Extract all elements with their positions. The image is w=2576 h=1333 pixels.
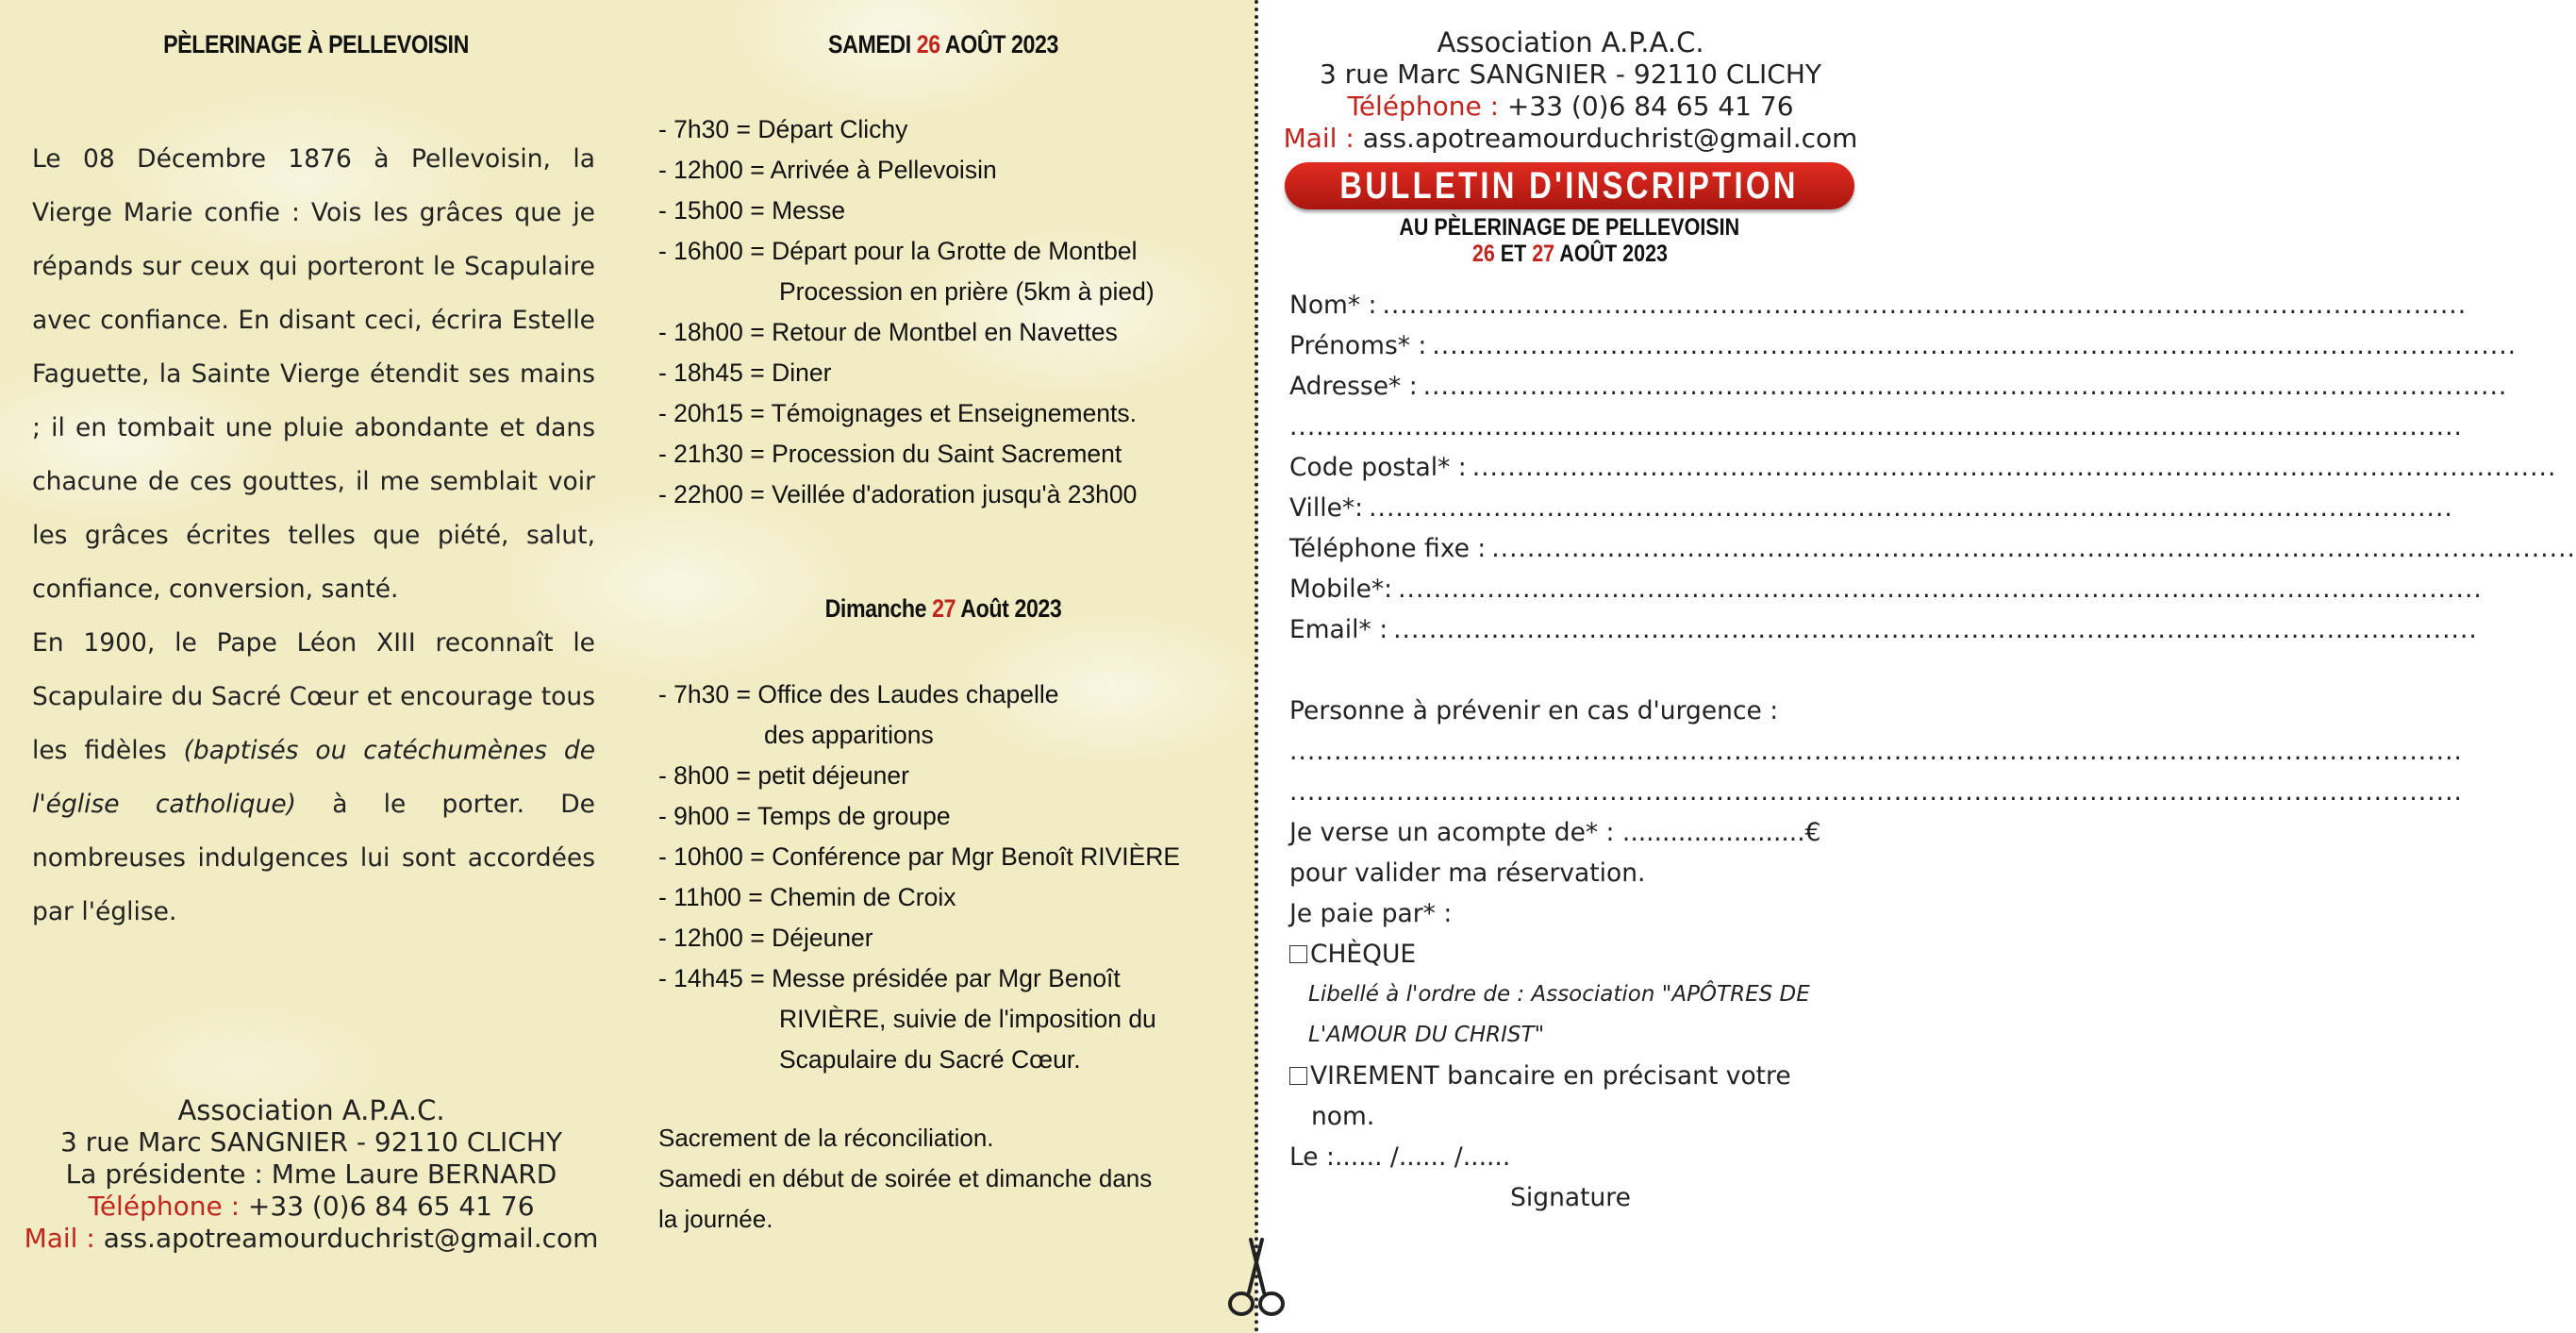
schedule-item: - 12h00 = Déjeuner <box>658 924 873 952</box>
date-field[interactable]: Le :...... /...... /...... <box>1289 1142 1511 1172</box>
association-info-left <box>19 1094 604 1255</box>
schedule-item: - 21h30 = Procession du Saint Sacrement <box>658 440 1122 468</box>
virement-continuation: nom. <box>1311 1102 1375 1131</box>
association-mail: Mail : ass.apotreamourduchrist@gmail.com <box>24 1223 599 1254</box>
adresse-field[interactable]: Adresse* : .......................................................................................................................... <box>1289 372 2508 401</box>
association-name: Association A.P.A.C. <box>1437 26 1704 58</box>
nom-field[interactable]: Nom* : .......................................................................................................................... <box>1289 291 2468 320</box>
schedule-item: - 16h00 = Départ pour la Grotte de Montbel <box>658 237 1138 265</box>
schedule-item: - 22h00 = Veillée d'adoration jusqu'à 23h00 <box>658 480 1138 508</box>
libelle-line-1: Libellé à l'ordre de : Association "APÔTRES DE <box>1308 982 1810 1007</box>
paie-label: Je paie par* : <box>1289 899 1453 928</box>
prenoms-field[interactable]: Prénoms* : .......................................................................................................................... <box>1289 331 2518 360</box>
adresse-field-line-2[interactable]: .................................................................................................................................... <box>1289 412 2463 442</box>
reconciliation-line: la journée. <box>658 1205 773 1233</box>
urgence-field-line-1[interactable]: .................................................................................................................................... <box>1289 737 2463 766</box>
signature-label: Signature <box>1510 1183 1631 1212</box>
association-name: Association A.P.A.C. <box>177 1094 445 1126</box>
code-postal-field[interactable]: Code postal* : .......................................................................................................................... <box>1289 453 2557 482</box>
schedule-item-continuation: Procession en prière (5km à pied) <box>779 277 1155 306</box>
intro-paragraph-2: En 1900, le Pape Léon XIII reconnaît le Scapulaire du Sacré Cœur et encourage tous les fidèles (baptisés ou catéchumènes de l'église catholique) à le porter. De nombreuses indulgences lui sont accordées par l'église. <box>32 628 596 926</box>
schedule-item: - 12h00 = Arrivée à Pellevoisin <box>658 156 997 184</box>
schedule-item-continuation: des apparitions <box>764 721 934 749</box>
schedule-item: - 18h45 = Diner <box>658 358 832 387</box>
schedule-item-continuation: RIVIÈRE, suivie de l'imposition du <box>779 1005 1156 1033</box>
schedule-item: - 9h00 = Temps de groupe <box>658 802 951 830</box>
checkbox-icon[interactable] <box>1289 1067 1307 1085</box>
schedule-item: - 20h15 = Témoignages et Enseignements. <box>658 399 1138 427</box>
email-field[interactable]: Email* : .......................................................................................................................... <box>1289 615 2478 644</box>
schedule-item: - 15h00 = Messe <box>658 196 846 225</box>
urgence-label: Personne à prévenir en cas d'urgence : <box>1289 696 1779 725</box>
schedule-item: - 18h00 = Retour de Montbel en Navettes <box>658 318 1118 346</box>
intro-paragraph-1: Le 08 Décembre 1876 à Pellevoisin, la Vierge Marie confie : Vois les grâces que je répands sur ceux qui porteront le Scapulaire avec confiance. En disant ceci, écrira Estelle Faguette, la Sainte Vierge étendit ses mains ; il en tombait une pluie abondante et dans chacune de ces gouttes, il me semblait voir les grâces écrites telles que piété, salut, confiance, conversion, santé. <box>32 144 595 604</box>
association-address: 3 rue Marc SANGNIER - 92110 CLICHY <box>1319 58 1822 90</box>
association-info-right <box>1273 26 1868 155</box>
schedule-item: - 10h00 = Conférence par Mgr Benoît RIVIÈRE <box>658 842 1181 871</box>
spacer <box>1289 650 1852 691</box>
libelle-line-2: L'AMOUR DU CHRIST" <box>1308 1023 1545 1047</box>
schedule-item: - 14h45 = Messe présidée par Mgr Benoît <box>658 964 1121 992</box>
form-subtitle: AU PÈLERINAGE DE PELLEVOISIN <box>1399 214 1740 241</box>
registration-banner: BULLETIN D'INSCRIPTION <box>1285 162 1854 209</box>
association-address: 3 rue Marc SANGNIER - 92110 CLICHY <box>59 1126 563 1158</box>
intro-text <box>32 132 595 939</box>
urgence-field-line-2[interactable]: .................................................................................................................................... <box>1289 777 2463 807</box>
schedule-item: - 7h30 = Départ Clichy <box>658 115 908 143</box>
pilgrimage-heading: PÈLERINAGE À PELLEVOISIN <box>163 30 469 58</box>
association-president: La présidente : Mme Laure BERNARD <box>65 1158 557 1190</box>
mobile-field[interactable]: Mobile*: .......................................................................................................................... <box>1289 575 2483 604</box>
cheque-option[interactable]: CHÈQUE <box>1289 934 1852 975</box>
schedule-item-continuation: Scapulaire du Sacré Cœur. <box>779 1045 1081 1074</box>
schedule-item: - 8h00 = petit déjeuner <box>658 761 909 790</box>
telephone-fixe-field[interactable]: Téléphone fixe : .......................................................................................................................... <box>1289 534 2576 563</box>
sunday-schedule <box>658 675 1180 1080</box>
saturday-schedule <box>658 109 1155 515</box>
schedule-item: - 7h30 = Office des Laudes chapelle <box>658 680 1059 708</box>
virement-option[interactable]: VIREMENT bancaire en précisant votre <box>1289 1056 1852 1096</box>
form-dates: 26 ET 27 AOÛT 2023 <box>1471 241 1668 267</box>
reconciliation-line: Samedi en début de soirée et dimanche dans <box>658 1164 1153 1192</box>
schedule-item: - 11h00 = Chemin de Croix <box>658 883 956 911</box>
reconciliation-line: Sacrement de la réconciliation. <box>658 1124 994 1152</box>
valider-text: pour valider ma réservation. <box>1289 858 1646 888</box>
registration-form <box>1289 285 2576 1218</box>
association-phone: Téléphone : +33 (0)6 84 65 41 76 <box>88 1191 535 1222</box>
checkbox-icon[interactable] <box>1289 945 1307 963</box>
reconciliation-note <box>658 1118 1152 1240</box>
ville-field[interactable]: Ville*: .......................................................................................................................... <box>1289 493 2453 523</box>
association-mail: Mail : ass.apotreamourduchrist@gmail.com <box>1283 123 1858 154</box>
cut-line <box>1255 0 1258 1333</box>
association-phone: Téléphone : +33 (0)6 84 65 41 76 <box>1347 91 1794 122</box>
scissors-icon <box>1222 1238 1290 1319</box>
sunday-heading: Dimanche 27 Août 2023 <box>824 594 1062 623</box>
saturday-heading: SAMEDI 26 AOÛT 2023 <box>828 30 1058 58</box>
acompte-field[interactable]: Je verse un acompte de* : .......................€ <box>1289 818 1821 847</box>
